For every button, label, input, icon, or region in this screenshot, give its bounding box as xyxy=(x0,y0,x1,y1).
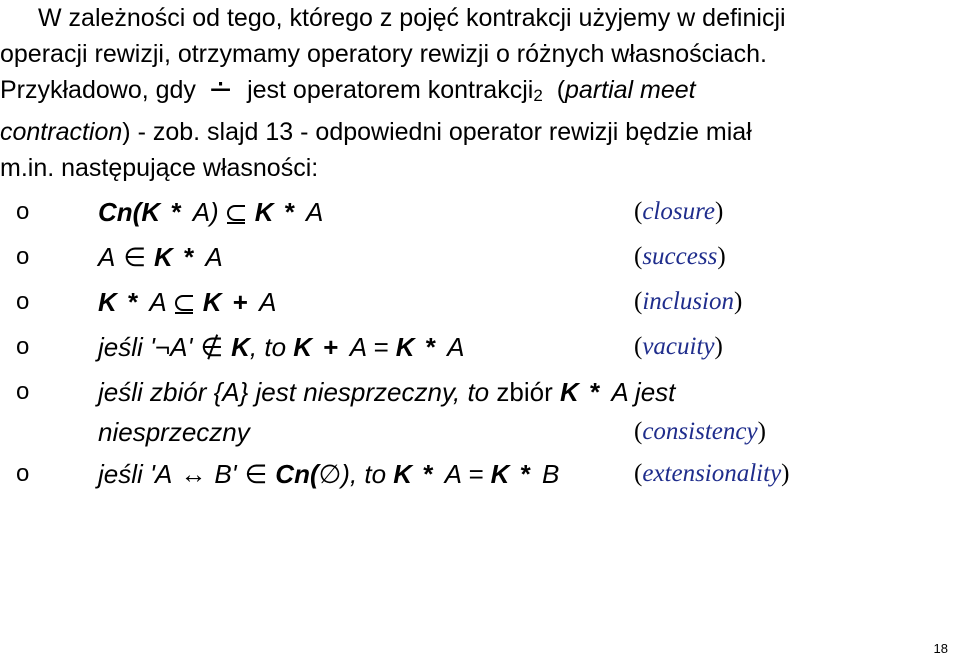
jesli-zbior-text: jeśli zbiór {A} jest niesprzeczny, to xyxy=(98,377,497,407)
star-operator: * xyxy=(120,287,146,317)
k-symbol: K xyxy=(559,377,579,407)
property-inclusion xyxy=(0,280,960,324)
k-symbol: K xyxy=(98,287,117,317)
contraction-text: contraction xyxy=(0,118,123,146)
a-text: A) xyxy=(192,197,219,227)
negation-icon: ¬ xyxy=(154,332,171,362)
intro-line-5: m.in. następujące własności: xyxy=(0,154,319,182)
label-inclusion: (inclusion) xyxy=(634,288,743,315)
formula-success xyxy=(98,235,223,279)
formula-consistency xyxy=(98,370,675,414)
star-operator: * xyxy=(582,377,608,407)
star-operator: * xyxy=(418,332,444,362)
star-operator: * xyxy=(513,459,539,489)
k-symbol: K xyxy=(141,197,161,227)
k-symbol: K xyxy=(254,197,274,227)
label-vacuity: (vacuity) xyxy=(634,333,723,360)
k-symbol: K xyxy=(293,332,313,362)
to-text: , to xyxy=(249,332,294,362)
plus-operator: + xyxy=(225,287,256,317)
label-closure: (closure) xyxy=(634,198,724,225)
k-symbol: K xyxy=(202,287,222,317)
property-consistency xyxy=(0,370,960,414)
empty-set-icon: ∅ xyxy=(318,459,342,489)
formula-vacuity xyxy=(98,325,464,369)
k-symbol: K xyxy=(393,459,413,489)
a-text: A xyxy=(205,242,223,272)
jesli-text: jeśli ' xyxy=(98,332,155,362)
bullet: o xyxy=(16,460,30,487)
intro-line-3-mid: jest operatorem kontrakcji xyxy=(247,76,534,104)
bullet: o xyxy=(16,333,30,360)
k-symbol: K xyxy=(231,332,250,362)
intro-line-2: operacji rewizji, otrzymamy operatory rewizji o różnych własnościach. xyxy=(0,40,767,68)
intro-line-3 xyxy=(0,72,950,114)
a-equals-text: A = xyxy=(444,459,491,489)
element-of-icon: ∈ xyxy=(244,459,268,489)
a-equals-text: A = xyxy=(349,332,396,362)
label-success: (success) xyxy=(634,243,726,270)
bullet: o xyxy=(16,378,30,405)
intro-paragraph xyxy=(0,0,950,186)
formula-inclusion xyxy=(98,280,276,324)
formula-extensionality xyxy=(98,452,559,496)
subseteq-icon xyxy=(175,295,195,313)
b-text: B xyxy=(542,459,560,489)
intro-line-1: W zależności od tego, którego z pojęć kontrakcji użyjemy w definicji xyxy=(38,4,786,32)
to-text: ), to xyxy=(341,459,394,489)
k-symbol: K xyxy=(154,242,173,272)
k-symbol: K xyxy=(490,459,510,489)
a-text: A xyxy=(447,332,465,362)
k-symbol: K xyxy=(395,332,415,362)
property-extensionality xyxy=(0,452,960,496)
zbior-text: zbiór xyxy=(496,377,560,407)
element-of-icon: ∈ xyxy=(123,242,146,272)
star-operator: * xyxy=(416,459,441,489)
intro-line-3-start: Przykładowo, gdy xyxy=(0,76,196,104)
bullet: o xyxy=(16,288,30,315)
label-extensionality: (extensionality) xyxy=(634,460,790,487)
a-text: A xyxy=(98,242,116,272)
paren-open: ( xyxy=(556,76,566,104)
plus-operator: + xyxy=(316,332,346,362)
property-consistency-cont xyxy=(0,410,960,454)
intro-line-4 xyxy=(0,114,950,150)
niesprzeczny-text: niesprzeczny xyxy=(98,417,250,447)
property-vacuity xyxy=(0,325,960,369)
a-jest-text: A jest xyxy=(611,377,676,407)
a-text: A xyxy=(149,287,167,317)
star-operator: * xyxy=(164,197,189,227)
biconditional-arrow-icon: ↔ xyxy=(180,459,207,489)
jesli-text: jeśli 'A xyxy=(98,459,173,489)
star-operator: * xyxy=(176,242,202,272)
cn-text: Cn( xyxy=(275,459,319,489)
cn-text: Cn( xyxy=(98,197,142,227)
a-text: A' xyxy=(170,332,193,362)
a-text: A xyxy=(306,197,324,227)
bullet: o xyxy=(16,243,30,270)
property-closure xyxy=(0,190,960,234)
not-element-of-icon: ∉ xyxy=(200,332,224,362)
property-success xyxy=(0,235,960,279)
label-consistency: (consistency) xyxy=(634,418,766,445)
bullet: o xyxy=(16,198,30,225)
contraction-operator-symbol: ∸ xyxy=(207,73,234,106)
formula-closure xyxy=(98,190,323,234)
partial-meet-text: partial meet xyxy=(565,76,696,104)
intro-line-4-rest: ) - zob. slajd 13 - odpowiedni operator rewizji będzie miał xyxy=(122,118,752,146)
star-operator: * xyxy=(277,197,303,227)
a-text: A xyxy=(259,287,277,317)
page-number: 18 xyxy=(933,641,948,656)
subscript-2: 2 xyxy=(533,86,543,105)
subseteq-icon xyxy=(227,205,247,223)
b-text: B' xyxy=(214,459,237,489)
